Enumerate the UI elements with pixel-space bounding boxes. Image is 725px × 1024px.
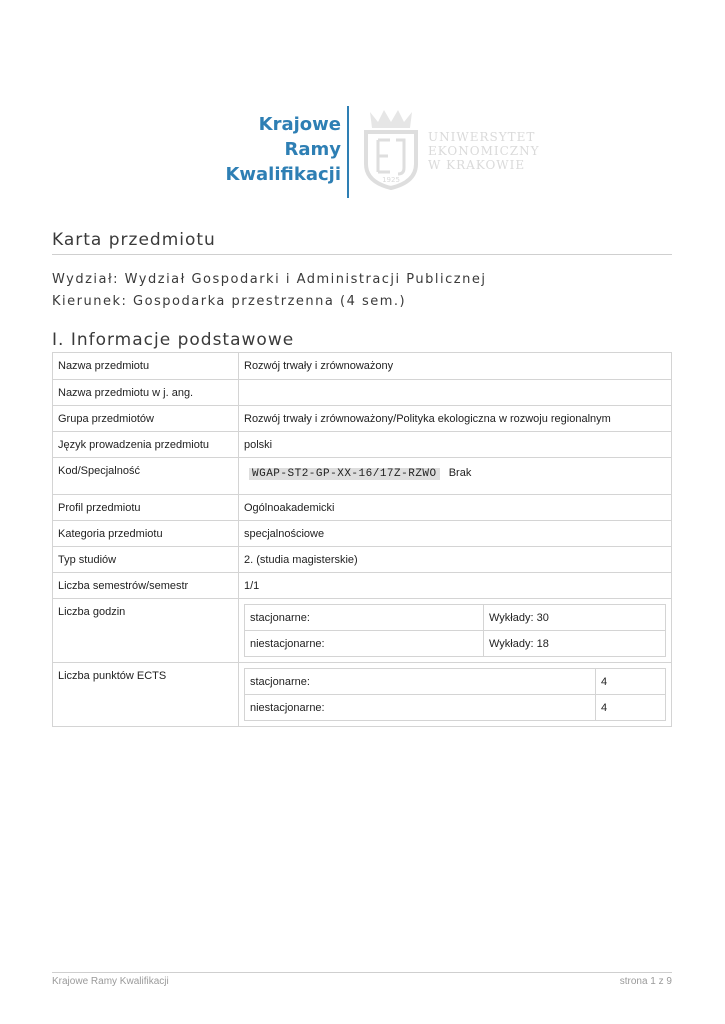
table-row <box>53 521 672 547</box>
uek-crest-icon <box>360 102 422 190</box>
study-mode: niestacjonarne: <box>245 631 484 657</box>
row-label: Profil przedmiotu <box>53 495 239 521</box>
row-label: Liczba punktów ECTS <box>53 663 239 727</box>
hours-value: Wykłady: 18 <box>484 631 666 657</box>
table-row <box>53 432 672 458</box>
row-value: Ogólnoakademicki <box>239 495 672 521</box>
uek-line-3: W KRAKOWIE <box>428 158 526 172</box>
ects-subtable <box>244 668 666 721</box>
study-mode: stacjonarne: <box>245 605 484 631</box>
row-value: specjalnościowe <box>239 521 672 547</box>
subtable-row <box>245 695 666 721</box>
table-row <box>53 458 672 495</box>
row-label: Liczba godzin <box>53 599 239 663</box>
course-line: Kierunek: Gospodarka przestrzenna (4 sem.) <box>52 294 407 309</box>
svg-text:1925: 1925 <box>382 176 400 184</box>
faculty-line: Wydział: Wydział Gospodarki i Administracji Publicznej <box>52 272 487 287</box>
title-divider <box>52 254 672 255</box>
ects-value: 4 <box>596 669 666 695</box>
row-label: Kod/Specjalność <box>53 458 239 495</box>
uek-logo-text <box>428 130 540 172</box>
table-row <box>53 406 672 432</box>
row-value: 2. (studia magisterskie) <box>239 547 672 573</box>
table-row <box>53 495 672 521</box>
row-label: Nazwa przedmiotu w j. ang. <box>53 380 239 406</box>
ects-value: 4 <box>596 695 666 721</box>
row-value: 1/1 <box>239 573 672 599</box>
row-label: Nazwa przedmiotu <box>53 353 239 380</box>
row-label: Typ studiów <box>53 547 239 573</box>
page-number: strona 1 z 9 <box>619 976 672 987</box>
row-value <box>239 380 672 406</box>
subtable-row <box>245 631 666 657</box>
uek-line-2: EKONOMICZNY <box>428 144 540 158</box>
row-value <box>239 663 672 727</box>
section-title: I. Informacje podstawowe <box>52 330 295 350</box>
row-value: polski <box>239 432 672 458</box>
table-row <box>53 663 672 727</box>
subject-code: WGAP-ST2-GP-XX-16/17Z-RZWO <box>249 468 440 480</box>
table-row <box>53 547 672 573</box>
row-label: Kategoria przedmiotu <box>53 521 239 547</box>
row-label: Liczba semestrów/semestr <box>53 573 239 599</box>
table-row <box>53 353 672 380</box>
table-row <box>53 380 672 406</box>
hours-subtable <box>244 604 666 657</box>
footer-divider <box>52 972 672 973</box>
study-mode: stacjonarne: <box>245 669 596 695</box>
subtable-row <box>245 669 666 695</box>
specialty-value: Brak <box>448 467 472 479</box>
hours-value: Wykłady: 30 <box>484 605 666 631</box>
row-label: Język prowadzenia przedmiotu <box>53 432 239 458</box>
row-value <box>239 599 672 663</box>
row-value: Rozwój trwały i zrównoważony <box>239 353 672 380</box>
row-value <box>239 458 672 495</box>
subtable-row <box>245 605 666 631</box>
uek-line-1: UNIWERSYTET <box>428 130 536 144</box>
study-mode: niestacjonarne: <box>245 695 596 721</box>
footer-left-text: Krajowe Ramy Kwalifikacji <box>52 976 169 987</box>
logo-divider <box>347 106 349 198</box>
row-value: Rozwój trwały i zrównoważony/Polityka ekologiczna w rozwoju regionalnym <box>239 406 672 432</box>
krk-line-3: Kwalifikacji <box>225 164 341 185</box>
basic-info-table <box>52 352 672 727</box>
table-row <box>53 599 672 663</box>
krk-line-2: Ramy <box>284 139 341 160</box>
row-label: Grupa przedmiotów <box>53 406 239 432</box>
page-title: Karta przedmiotu <box>52 230 216 250</box>
krk-line-1: Krajowe <box>258 114 341 135</box>
krk-logo-text <box>225 112 341 187</box>
table-row <box>53 573 672 599</box>
